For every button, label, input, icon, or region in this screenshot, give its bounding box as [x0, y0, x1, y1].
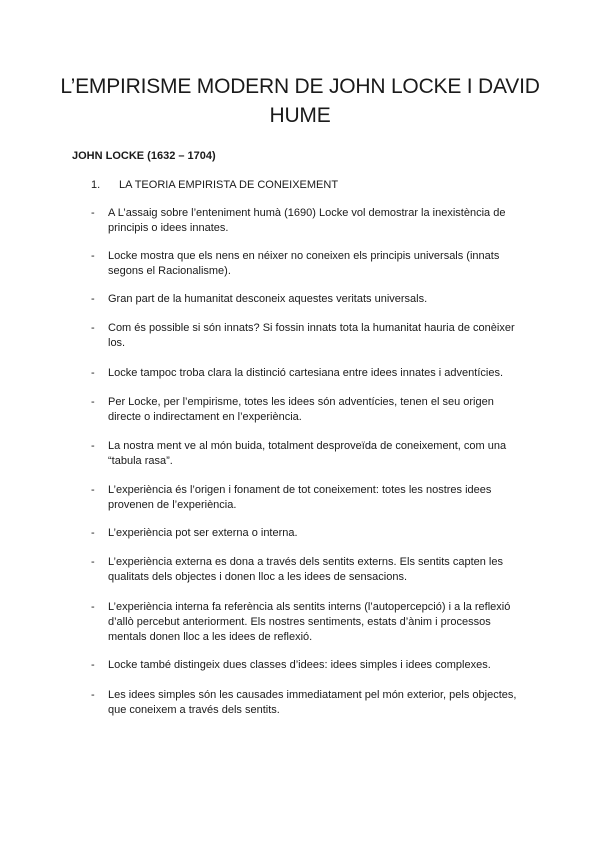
bullet-marker: -	[91, 556, 95, 568]
list-item	[91, 600, 518, 645]
section-heading: JOHN LOCKE (1632 – 1704)	[72, 150, 216, 162]
list-item	[91, 483, 518, 513]
list-item	[91, 206, 518, 236]
list-item-text: A L’assaig sobre l’enteniment humà (1690) Locke vol demostrar la inexistència de principis o idees innates.	[108, 207, 506, 234]
list-item-text: Locke mostra que els nens en néixer no coneixen els principis universals (innats segons el Racionalisme).	[108, 250, 500, 277]
list-item-text: Com és possible si són innats? Si fossin innats tota la humanitat hauria de conèixer los.	[108, 322, 515, 349]
list-item	[91, 526, 518, 541]
bullet-marker: -	[91, 396, 95, 408]
list-item-text: L’experiència interna fa referència als sentits interns (l’autopercepció) i a la reflexió d’allò percebut anteriorment. Els nostres sentiments, estats d’ànim i processos mentals donen lloc a les idees de reflexió.	[108, 601, 511, 643]
list-item-text: Gran part de la humanitat desconeix aquestes veritats universals.	[108, 293, 428, 305]
bullet-marker: -	[91, 601, 95, 613]
list-item-text: Locke tampoc troba clara la distinció cartesiana entre idees innates i adventícies.	[108, 367, 503, 379]
bullet-marker: -	[91, 689, 95, 701]
bullet-marker: -	[91, 367, 95, 379]
numbered-heading-text: LA TEORIA EMPIRISTA DE CONEIXEMENT	[119, 179, 339, 191]
bullet-marker: -	[91, 250, 95, 262]
list-item-text: Locke també distingeix dues classes d’idees: idees simples i idees complexes.	[108, 659, 491, 671]
list-item	[91, 249, 518, 279]
list-item-text: La nostra ment ve al món buida, totalment desproveïda de coneixement, com una “tabula rasa”.	[108, 440, 507, 467]
bullet-marker: -	[91, 293, 95, 305]
list-item-text: L’experiència és l’origen i fonament de tot coneixement: totes les nostres idees provenen de l’experiència.	[108, 484, 492, 511]
bullet-marker: -	[91, 440, 95, 452]
list-item-text: L’experiència externa es dona a través dels sentits externs. Els sentits capten les qualitats dels objectes i donen lloc a les idees de sensacions.	[108, 556, 503, 583]
list-item-text: L’experiència pot ser externa o interna.	[108, 527, 298, 539]
list-item-text: Les idees simples són les causades immediatament pel món exterior, pels objectes, que coneixem a través dels sentits.	[108, 689, 517, 716]
list-item	[91, 321, 518, 351]
list-item	[91, 292, 518, 307]
list-item-text: Per Locke, per l’empirisme, totes les idees són adventícies, tenen el seu origen directe o indirectament en l’experiència.	[108, 396, 494, 423]
list-item	[91, 366, 518, 381]
bullet-marker: -	[91, 484, 95, 496]
list-item	[91, 439, 518, 469]
list-item	[91, 395, 518, 425]
list-item	[91, 555, 518, 585]
numbered-heading-number: 1.	[91, 179, 101, 191]
page-title: L’EMPIRISME MODERN DE JOHN LOCKE I DAVID HUME	[60, 75, 540, 127]
bullet-marker: -	[91, 527, 95, 539]
list-item	[91, 658, 518, 673]
bullet-marker: -	[91, 659, 95, 671]
list-item	[91, 688, 518, 718]
bullet-marker: -	[91, 207, 95, 219]
bullet-marker: -	[91, 322, 95, 334]
